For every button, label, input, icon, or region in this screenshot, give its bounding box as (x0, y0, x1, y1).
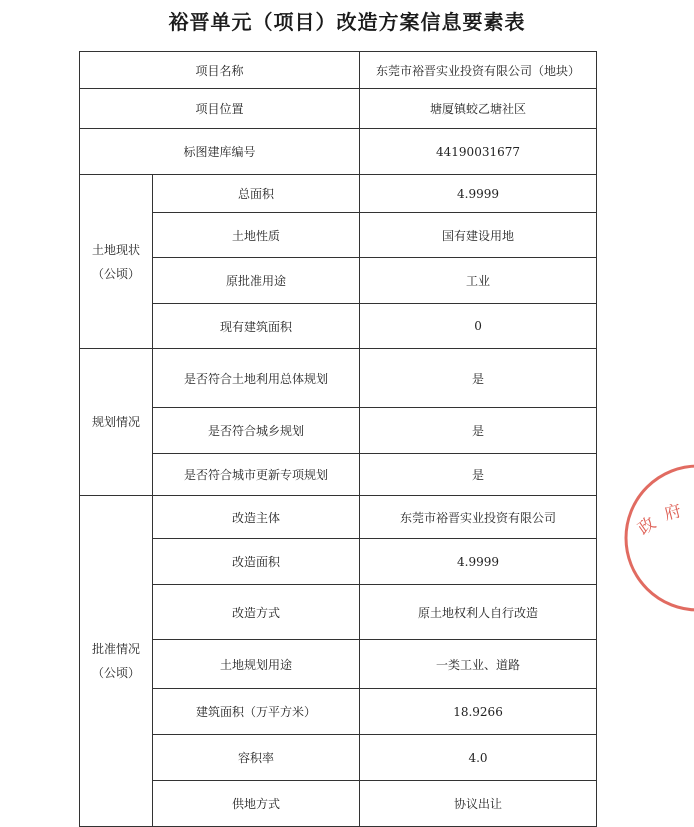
row-value: 塘厦镇蛟乙塘社区 (360, 89, 597, 129)
table-row (80, 258, 597, 304)
row-label: 标图建库编号 (80, 129, 360, 175)
table-row (80, 735, 597, 781)
row-value: 是 (360, 349, 597, 408)
row-value: 18.9266 (360, 689, 597, 735)
row-label: 供地方式 (153, 781, 360, 827)
row-label: 总面积 (153, 175, 360, 213)
table-row (80, 175, 597, 213)
table-row (80, 640, 597, 689)
row-label: 土地规划用途 (153, 640, 360, 689)
row-label: 是否符合城乡规划 (153, 408, 360, 454)
table-row (80, 689, 597, 735)
table-row (80, 304, 597, 349)
page-title: 裕晋单元（项目）改造方案信息要素表 (168, 10, 526, 34)
row-label: 是否符合城市更新专项规划 (153, 454, 360, 496)
seal-text: 政 (634, 513, 660, 540)
table-row (80, 349, 597, 408)
table-row (80, 585, 597, 640)
category-label: 批准情况 (91, 642, 140, 656)
seal-ring (626, 466, 694, 610)
row-label: 改造主体 (153, 496, 360, 539)
table-row (80, 781, 597, 827)
info-table (79, 51, 597, 827)
row-value: 4.9999 (360, 539, 597, 585)
category-unit: （公顷） (91, 266, 140, 281)
category-unit: （公顷） (91, 666, 140, 680)
official-seal (620, 478, 694, 608)
row-label: 改造方式 (153, 585, 360, 640)
row-value: 4.9999 (360, 175, 597, 213)
row-value: 协议出让 (360, 781, 597, 827)
row-label: 是否符合土地利用总体规划 (153, 349, 360, 408)
row-value: 0 (360, 304, 597, 349)
table-row (80, 539, 597, 585)
row-label: 项目位置 (80, 89, 360, 129)
svg-text:府: 府 (661, 500, 684, 525)
row-value: 是 (360, 408, 597, 454)
row-value: 44190031677 (360, 129, 597, 175)
row-value: 工业 (360, 258, 597, 304)
row-value: 国有建设用地 (360, 213, 597, 258)
category-land-status (80, 175, 153, 349)
row-label: 现有建筑面积 (153, 304, 360, 349)
category-label: 规划情况 (91, 415, 140, 429)
row-value: 原土地权利人自行改造 (360, 585, 597, 640)
table-row (80, 496, 597, 539)
table-row (80, 454, 597, 496)
row-label: 土地性质 (153, 213, 360, 258)
row-label: 改造面积 (153, 539, 360, 585)
table-row (80, 213, 597, 258)
row-value: 一类工业、道路 (360, 640, 597, 689)
table-row (80, 408, 597, 454)
row-label: 项目名称 (80, 52, 360, 89)
table-row (80, 52, 597, 89)
row-value: 是 (360, 454, 597, 496)
table-row (80, 89, 597, 129)
category-planning (80, 349, 153, 496)
row-value: 东莞市裕晋实业投资有限公司（地块） (360, 52, 597, 89)
table-row (80, 129, 597, 175)
row-label: 容积率 (153, 735, 360, 781)
category-approval (80, 496, 153, 827)
row-value: 4.0 (360, 735, 597, 781)
row-value: 东莞市裕晋实业投资有限公司 (360, 496, 597, 539)
category-label: 土地现状 (91, 242, 140, 257)
row-label: 原批准用途 (153, 258, 360, 304)
row-label: 建筑面积（万平方米） (153, 689, 360, 735)
